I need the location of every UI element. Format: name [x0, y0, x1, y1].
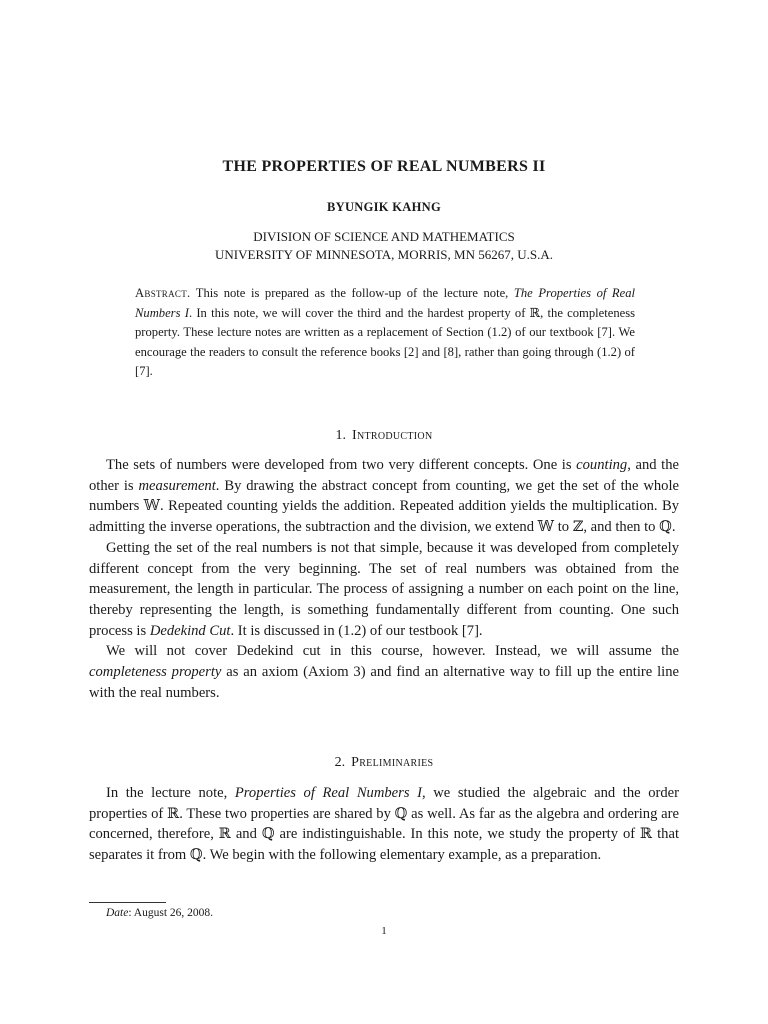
paper-title: THE PROPERTIES OF REAL NUMBERS II: [222, 158, 546, 175]
section-heading-introduction: [0, 428, 768, 444]
affiliation-line-2: UNIVERSITY OF MINNESOTA, MORRIS, MN 56267, U.S.A.: [215, 247, 553, 262]
text-run: . By drawing the abstract concept from counting, we get the set of the whole numbers 𝕎. Repeated counting yields the addition. Repeated addition yields the multiplication. By admitting the inverse operations, the subtraction and the division, we extend 𝕎 to ℤ, and then to ℚ.: [89, 477, 679, 536]
emphasis: Properties of Real Numbers I: [234, 785, 422, 801]
abstract-text-2: . In this note, we will cover the third and the hardest property of ℝ, the completeness property. These lecture notes are written as a replacement of Section (1.2) of our textbook [7]. We encourage the readers to consult the reference books [2] and [8], rather than going through (1.2) of [7].: [135, 305, 636, 379]
emphasis: measurement: [138, 477, 216, 494]
text-run: The sets of numbers were developed from two very different concepts. One is: [106, 457, 577, 473]
emphasis: counting: [576, 457, 628, 473]
emphasis: Dedekind Cut: [149, 622, 231, 639]
abstract-title-ref: The Properties of Real Numbers I: [135, 286, 635, 320]
footnote-label: Date: [106, 907, 129, 919]
abstract-label: Abstract.: [135, 286, 191, 300]
section-title: Introduction: [352, 428, 433, 443]
affiliation-line-1: DIVISION OF SCIENCE AND MATHEMATICS: [253, 229, 515, 244]
section-number: 2.: [334, 755, 346, 770]
paragraph: [89, 783, 679, 866]
emphasis: completeness property: [89, 664, 222, 681]
text-run: . It is discussed in (1.2) of our testbook [7].: [230, 622, 483, 639]
paragraph: [89, 455, 679, 538]
footnote-rule: [89, 902, 166, 903]
author-name: BYUNGIK KAHNG: [327, 200, 441, 214]
footnote: [106, 907, 213, 919]
text-run: In the lecture note,: [106, 785, 235, 801]
section-title: Preliminaries: [351, 755, 434, 770]
page-number: 1: [381, 925, 387, 937]
text-run: , we studied the algebraic and the order properties of ℝ. These two properties are shared by ℚ as well. As far as the algebra and ordering are concerned, therefore, ℝ and ℚ are indistinguishable. In this note, we study the property of ℝ that separates it from ℚ. We begin with the following elementary example, as a preparation.: [89, 785, 679, 864]
footnote-text: : August 26, 2008.: [128, 907, 214, 919]
preliminaries-body: [89, 783, 679, 866]
paragraph: [89, 538, 679, 642]
introduction-body: [89, 455, 679, 703]
abstract-text-1: This note is prepared as the follow-up of the lecture note,: [190, 286, 514, 300]
text-run: as an axiom (Axiom 3) and find an alternative way to fill up the entire line with the real numbers.: [89, 664, 679, 701]
section-number: 1.: [335, 428, 346, 443]
abstract: [135, 284, 635, 382]
text-run: , and the other is: [89, 457, 679, 494]
section-heading-preliminaries: [0, 755, 768, 771]
text-run: Getting the set of the real numbers is not that simple, because it was developed from completely different concept from the very beginning. The set of real numbers was obtained from the measurement, the length in particular. The process of assigning a number on each point on the line, thereby representing the length, is something fundamentally different from counting. One such process is: [89, 539, 679, 639]
text-run: We will not cover Dedekind cut in this course, however. Instead, we will assume the: [106, 643, 679, 660]
paragraph: [89, 641, 679, 703]
